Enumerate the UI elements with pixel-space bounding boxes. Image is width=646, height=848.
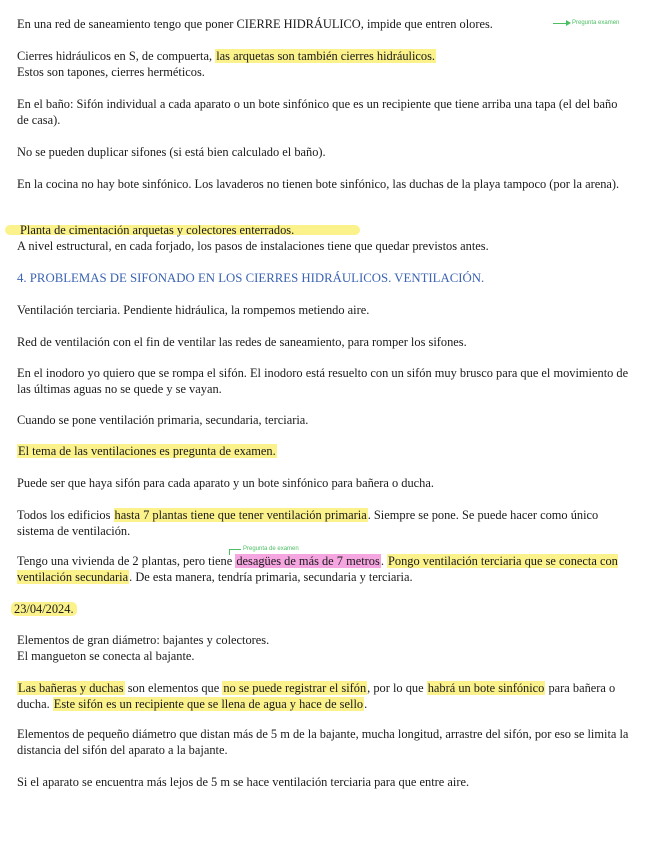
paragraph-gran-diametro: Elementos de gran diámetro: bajantes y colectores. El mangueton se conecta al bajante.: [17, 633, 270, 663]
paragraph-ventilacion-tipos: Cuando se pone ventilación primaria, secundaria, terciaria.: [17, 413, 309, 427]
highlight-7-plantas: hasta 7 plantas tiene que tener ventilación primaria: [114, 508, 367, 522]
highlight-sifon-sello: Este sifón es un recipiente que se llena de agua y hace de sello: [53, 697, 364, 711]
date-highlight: 23/04/2024.: [11, 602, 77, 616]
paragraph-sifon-aparato: Puede ser que haya sifón para cada aparato y un bote sinfónico para bañera o ducha.: [17, 476, 434, 490]
paragraph-red-ventilacion: Red de ventilación con el fin de ventilar las redes de saneamiento, para romper los sifones.: [17, 335, 467, 349]
paragraph-edificios: Todos los edificios hasta 7 plantas tiene que tener ventilación primaria. Siempre se pone. Se puede hacer como único sistema de ventilación.: [17, 508, 599, 538]
paragraph-inodoro: En el inodoro yo quiero que se rompa el sifón. El inodoro está resuelto con un sifón muy brusco para que el movimiento de las últimas aguas no se quede y se vayan.: [17, 366, 629, 396]
paragraph-ventilacion-5m: Si el aparato se encuentra más lejos de 5 m se hace ventilación terciaria para que entre aire.: [17, 775, 470, 789]
paragraph-ventilacion-terciaria: Ventilación terciaria. Pendiente hidráulica, la rompemos metiendo aire.: [17, 303, 370, 317]
paragraph-pequeno-diametro: Elementos de pequeño diámetro que distan más de 5 m de la bajante, mucha longitud, arrastre del sifón, por eso se limita la distancia del sifón del aparato a la bajante.: [17, 727, 629, 757]
paragraph-vivienda: Tengo una vivienda de 2 plantas, pero tiene desagües de más de 7 metros. Pongo ventilación terciaria que se conecta con ventilación secundaria. De esta manera, tendría primaria, secundaria y terciaria.: [17, 554, 618, 584]
paragraph-bano: En el baño: Sifón individual a cada aparato o un bote sinfónico que es un recipiente que tiene arriba una tapa (el del baño de casa).: [17, 97, 618, 127]
paragraph-sifones: No se pueden duplicar sifones (si está bien calculado el baño).: [17, 145, 326, 159]
arrow-icon: [553, 23, 567, 24]
paragraph-pregunta-examen: [17, 443, 629, 459]
paragraph-cierres-hidraulicos: Cierres hidráulicos en S, de compuerta, las arquetas son también cierres hidráulicos. Estos son tapones, cierres herméticos.: [17, 49, 436, 79]
highlight-pregunta-examen: El tema de las ventilaciones es pregunta de examen.: [18, 444, 276, 458]
paragraph-cocina: En la cocina no hay bote sinfónico. Los lavaderos no tienen bote sinfónico, las duchas de la playa tampoco (por la arena).: [17, 177, 620, 191]
highlight-bote-sinfonico: habrá un bote sinfónico: [427, 681, 545, 695]
section-heading: 4. PROBLEMAS DE SIFONADO EN LOS CIERRES HIDRÁULICOS. VENTILACIÓN.: [17, 271, 485, 285]
highlight-no-registrar: no se puede registrar el sifón: [223, 681, 367, 695]
highlight-ventilacion-terciaria: Pongo ventilación terciaria que se conecta con ventilación secundaria: [17, 554, 618, 584]
handwritten-note-pregunta-de-examen: Pregunta de examen: [243, 546, 299, 552]
highlight-baneras: Las bañeras y duchas: [18, 681, 124, 695]
highlight-arquetas: las arquetas son también cierres hidráulicos.: [216, 49, 436, 63]
paragraph-baneras: Las bañeras y duchas son elementos que no se puede registrar el sifón, por lo que habrá un bote sinfónico para bañera o ducha. Este sifón es un recipiente que se llena de agua y hace de sello.: [17, 681, 616, 711]
date-line: [11, 601, 623, 617]
arrowhead-icon: [566, 20, 571, 26]
handwritten-note-pregunta-examen: Pregunta examen: [572, 20, 620, 26]
paragraph-planta-cimentacion: Planta de cimentación arquetas y colectores enterrados. A nivel estructural, en cada forjado, los pasos de instalaciones tiene que quedar previstos antes.: [17, 223, 489, 253]
highlight-desagues: desagües de más de 7 metros: [236, 554, 380, 568]
arrow-icon: [229, 549, 241, 550]
paragraph-cierre-hidraulico: En una red de saneamiento tengo que poner CIERRE HIDRÁULICO, impide que entren olores.: [17, 17, 493, 31]
